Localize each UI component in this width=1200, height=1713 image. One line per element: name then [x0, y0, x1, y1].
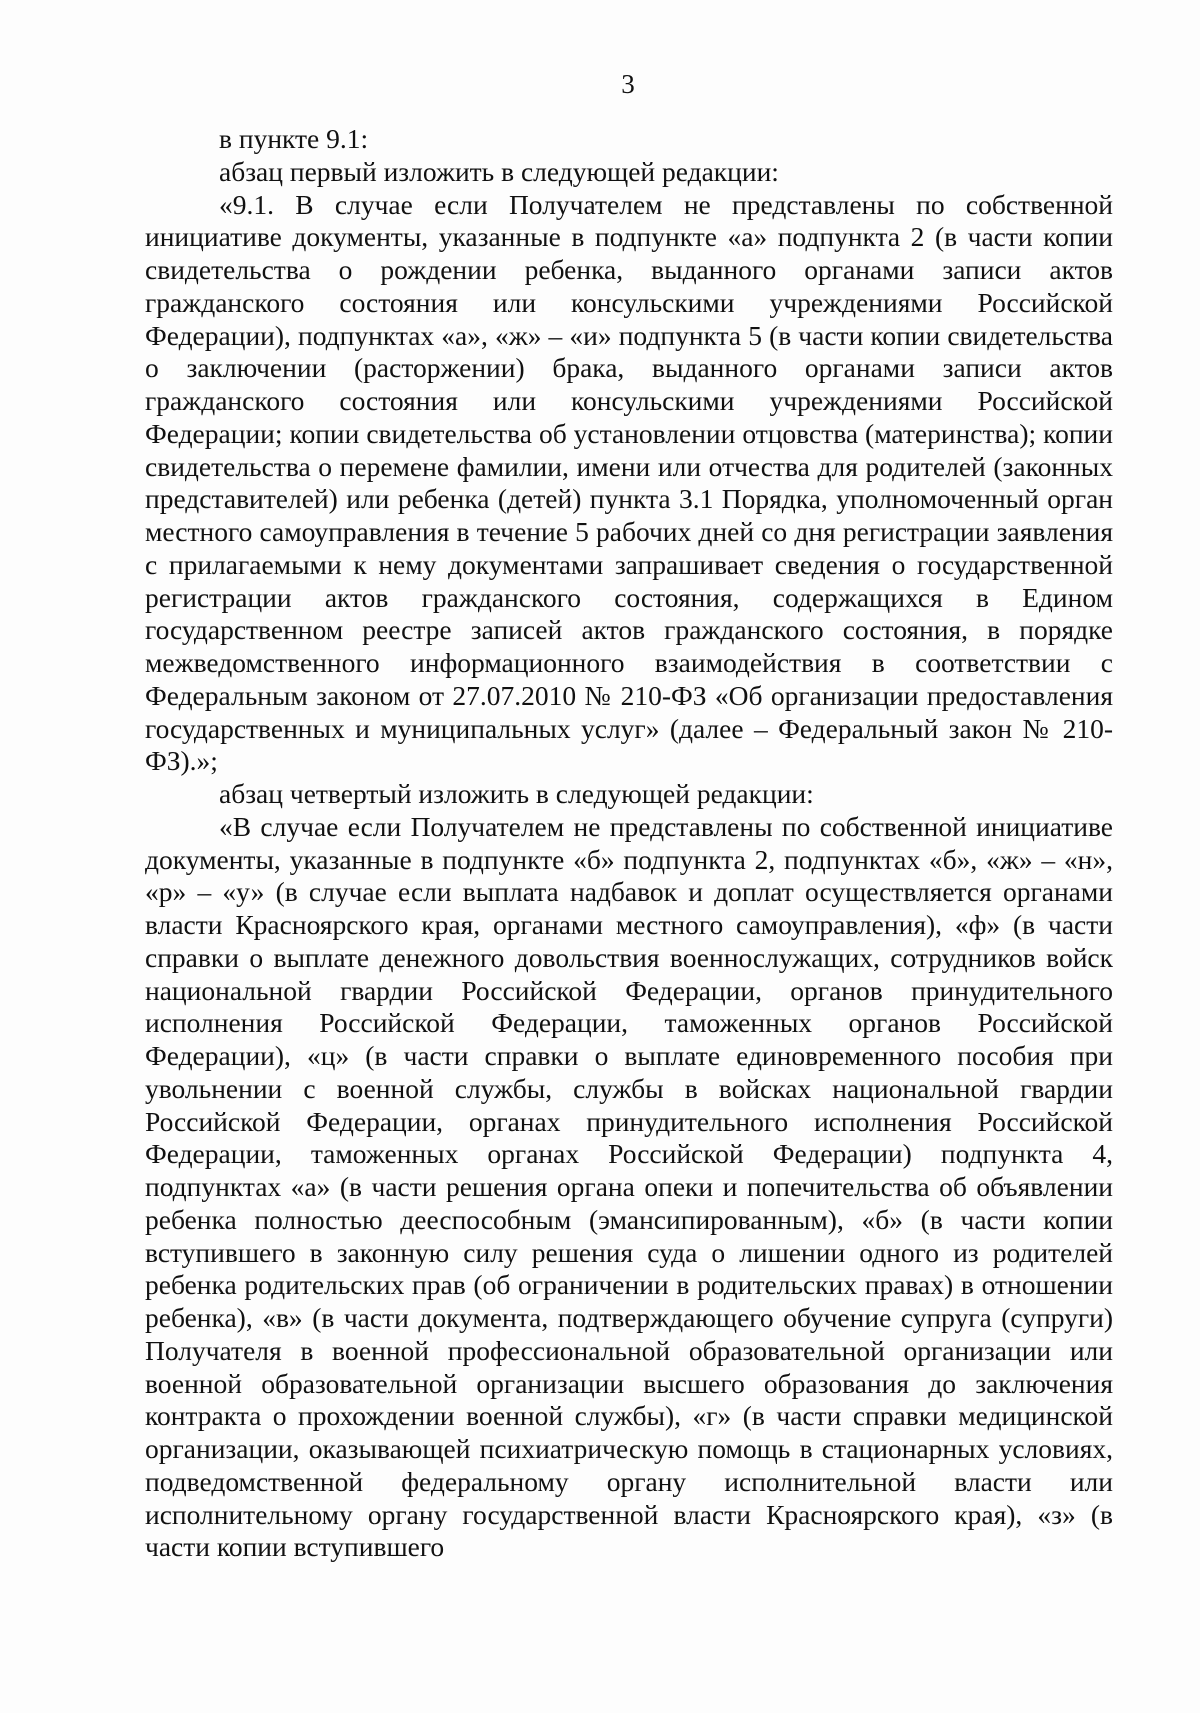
paragraph-amendment-point: в пункте 9.1: [219, 123, 369, 154]
paragraph-instruction-fourth: абзац четвертый изложить в следующей редакции: [219, 778, 814, 809]
page-number: 3 [621, 69, 635, 99]
paragraph-quoted-9-1: «9.1. В случае если Получателем не представлены по собственной инициативе документы, указанные в подпункте «а» подпункта 2 (в части копии свидетельства о рождении ребенка, выданного органами записи актов гражданского состояния или консульскими учреждениями Российской Федерации), подпунктах «а», «ж» – «и» подпункта 5 (в части копии свидетельства о заключении (расторжении) брака, выданного органами записи актов гражданского состояния или консульскими учреждениями Российской Федерации; копии свидетельства об установлении отцовства (материнства); копии свидетельства о перемене фамилии, имени или отчества для родителей (законных представителей) или ребенка (детей) пункта 3.1 Порядка, уполномоченный орган местного самоуправления в течение 5 рабочих дней со дня регистрации заявления с прилагаемыми к нему документами запрашивает сведения о государственной регистрации актов гражданского состояния, содержащихся в Едином государственном реестре записей актов гражданского состояния, в порядке межведомственного информационного взаимодействия в соответствии с Федеральным законом от 27.07.2010 № 210-ФЗ «Об организации предоставления государственных и муниципальных услуг» (далее – Федеральный закон № 210-ФЗ).»; [145, 188, 1113, 777]
paragraph-instruction-first: абзац первый изложить в следующей редакции: [219, 155, 779, 187]
document-body [145, 123, 1113, 1564]
paragraph-quoted-fourth: «В случае если Получателем не представлены по собственной инициативе документы, указанные в подпункте «б» подпункта 2, подпунктах «б», «ж» – «н», «р» – «у» (в случае если выплата надбавок и доплат осуществляется органами власти Красноярского края, органами местного самоуправления), «ф» (в части справки о выплате денежного довольствия военнослужащих, сотрудников войск национальной гвардии Российской Федерации, органов принудительного исполнения Российской Федерации, таможенных органов Российской Федерации), «ц» (в части справки о выплате единовременного пособия при увольнении с военной службы, службы в войсках национальной гвардии Российской Федерации, органах принудительного исполнения Российской Федерации, таможенных органах Российской Федерации) подпункта 4, подпунктах «а» (в части решения органа опеки и попечительства об объявлении ребенка полностью дееспособным (эмансипированным), «б» (в части копии вступившего в законную силу решения суда о лишении одного из родителей ребенка родительских прав (об ограничении в родительских правах) в отношении ребенка), «в» (в части документа, подтверждающего обучение супруга (супруги) Получателя в военной профессиональной образовательной организации или военной образовательной организации высшего образования до заключения контракта о прохождении военной службы), «г» (в части справки медицинской организации, оказывающей психиатрическую помощь в стационарных условиях, подведомственной федеральному органу исполнительной власти или исполнительному органу государственной власти Красноярского края), «з» (в части копии вступившего [145, 810, 1113, 1563]
